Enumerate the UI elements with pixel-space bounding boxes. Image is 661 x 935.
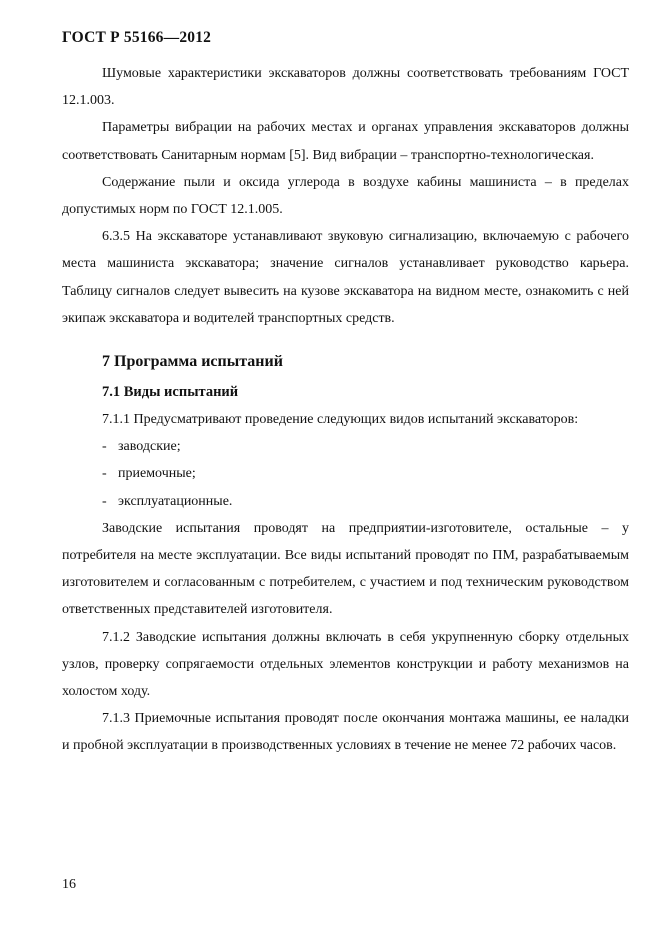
spacer: [62, 332, 629, 348]
list-item-text: заводские;: [118, 439, 181, 455]
subsection-title: 7.1 Виды испытаний: [102, 384, 239, 401]
paragraph-vibration: Параметры вибрации на рабочих местах и органах управления экскаваторов должны соответствовать Санитарным нормам [5]. Вид вибрации – транспортно-технологическая.: [62, 120, 629, 163]
list-item: [62, 460, 629, 487]
document-body: [62, 60, 629, 760]
paragraph-7-1-1: 7.1.1 Предусматривают проведение следующих видов испытаний экскаваторов:: [102, 412, 579, 428]
paragraph-factory-tests: Заводские испытания проводят на предприятии-изготовителе, остальные – у потребителя на месте эксплуатации. Все виды испытаний проводят по ПМ, разрабатываемым изготовителем и согласованным с потребителем, с участием и под техническим руководством ответственных представителей изготовителя.: [62, 520, 629, 618]
standard-header: ГОСТ Р 55166—2012: [62, 29, 212, 46]
list-item: [62, 433, 629, 460]
list-marker: -: [102, 439, 107, 455]
test-types-list: [62, 433, 629, 515]
paragraph-6-3-5: 6.3.5 На экскаваторе устанавливают звуковую сигнализацию, включаемую с рабочего места машиниста экскаватора; значение сигналов устанавливает руководство карьера. Таблицу сигналов следует вывесить на кузове экскаватора на видном месте, ознакомить с ней экипаж экскаватора и водителей транспортных средств.: [62, 229, 629, 326]
page-number: 16: [62, 877, 76, 892]
list-item: [62, 488, 629, 515]
paragraph-noise: Шумовые характеристики экскаваторов должны соответствовать требованиям ГОСТ 12.1.003.: [62, 66, 629, 109]
paragraph-dust: Содержание пыли и оксида углерода в воздухе кабины машиниста – в пределах допустимых норм по ГОСТ 12.1.005.: [62, 174, 629, 218]
section-title: 7 Программа испытаний: [102, 353, 283, 371]
list-marker: -: [102, 466, 107, 482]
list-item-text: приемочные;: [118, 466, 196, 482]
list-marker: -: [102, 493, 107, 509]
paragraph-7-1-2: 7.1.2 Заводские испытания должны включать в себя укрупненную сборку отдельных узлов, проверку сопрягаемости отдельных элементов конструкции и работу механизмов на холостом ходу.: [62, 629, 629, 700]
paragraph-7-1-3: 7.1.3 Приемочные испытания проводят после окончания монтажа машины, ее наладки и пробной эксплуатации в производственных условиях в течение не менее 72 рабочих часов.: [62, 711, 629, 754]
list-item-text: эксплуатационные.: [118, 493, 233, 509]
